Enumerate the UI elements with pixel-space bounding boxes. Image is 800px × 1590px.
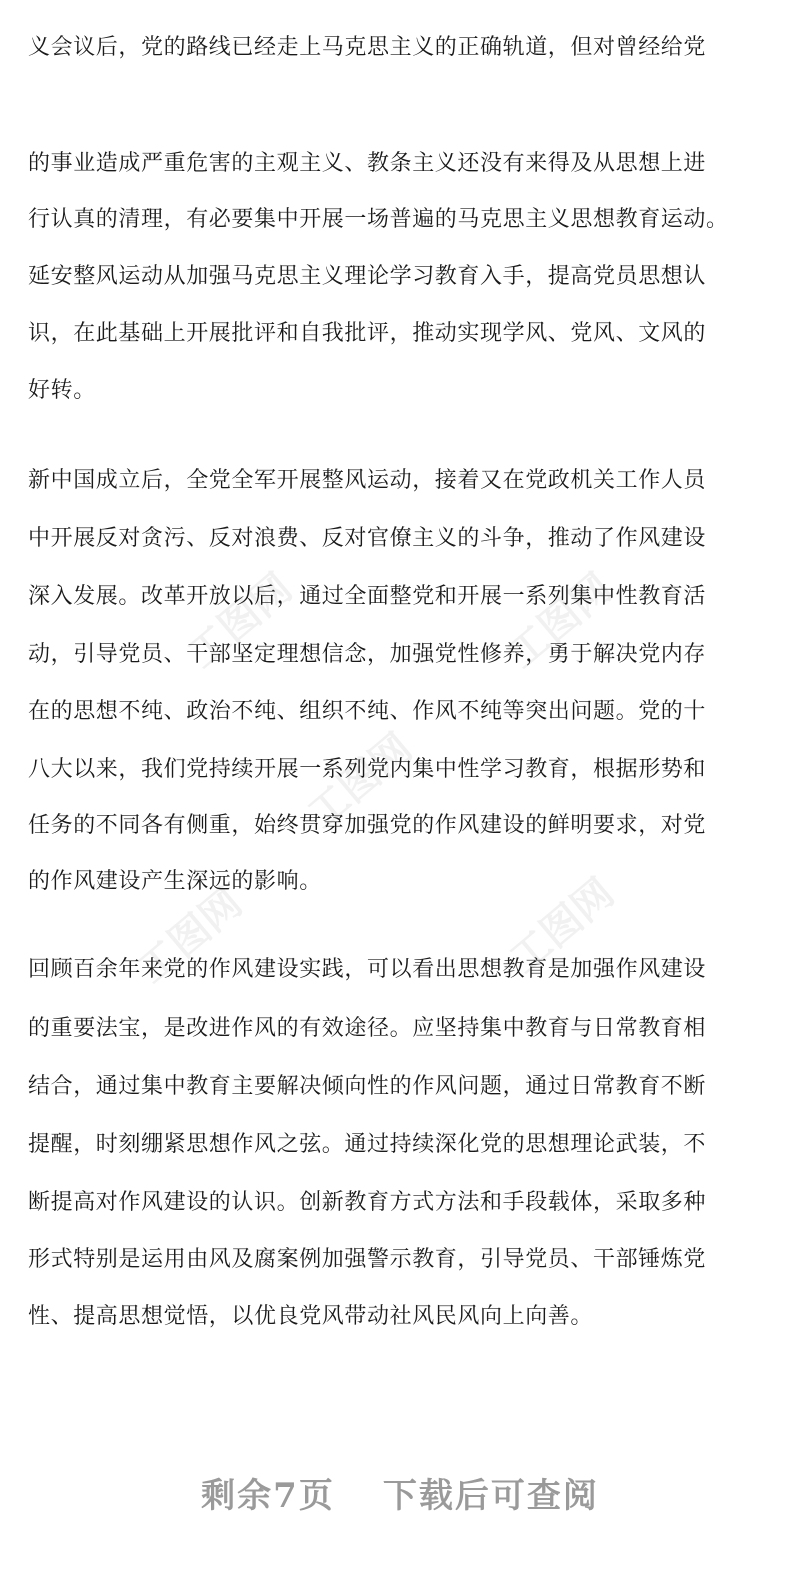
text-line: 行认真的清理，有必要集中开展一场普遍的马克思主义思想教育运动。 [28,207,729,232]
watermark: 工图网 [179,564,301,678]
watermark: 工图网 [129,879,251,993]
text-line: 新中国成立后，全党全军开展整风运动，接着又在党政机关工作人员 [28,468,707,493]
text-line: 延安整风运动从加强马克思主义理论学习教育入手，提高党员思想认 [28,264,707,289]
watermark: 工图网 [501,869,623,983]
text-line: 提醒，时刻绷紧思想作风之弦。通过持续深化党的思想理论武装，不 [28,1132,707,1157]
text-line: 的重要法宝，是改进作风的有效途径。应坚持集中教育与日常教育相 [28,1016,707,1041]
text-line: 任务的不同各有侧重，始终贯穿加强党的作风建设的鲜明要求，对党 [28,813,707,838]
text-line: 断提高对作风建设的认识。创新教育方式方法和手段载体，采取多种 [28,1190,707,1215]
text-line: 的作风建设产生深远的影响。 [28,869,322,894]
text-line: 在的思想不纯、政治不纯、组织不纯、作风不纯等突出问题。党的十 [28,699,707,724]
text-line: 结合，通过集中教育主要解决倾向性的作风问题，通过日常教育不断 [28,1074,707,1099]
text-line: 深入发展。改革开放以后，通过全面整党和开展一系列集中性教育活 [28,584,707,609]
watermark: 工图网 [499,564,621,678]
text-line: 八大以来，我们党持续开展一系列党内集中性学习教育，根据形势和 [28,757,707,782]
text-line: 回顾百余年来党的作风建设实践，可以看出思想教育是加强作风建设 [28,957,707,982]
text-line: 好转。 [28,378,96,403]
text-line: 的事业造成严重危害的主观主义、教条主义还没有来得及从思想上进 [28,151,707,176]
remaining-pages-label: 剩余7页 [201,1476,335,1516]
text-line: 义会议后，党的路线已经走上马克思主义的正确轨道，但对曾经给党 [28,35,707,60]
preview-footer [0,1466,800,1526]
text-line: 性、提高思想觉悟，以优良党风带动社风民风向上向善。 [28,1304,594,1329]
text-line: 形式特别是运用由风及腐案例加强警示教育，引导党员、干部锤炼党 [28,1247,707,1272]
text-line: 中开展反对贪污、反对浪费、反对官僚主义的斗争，推动了作风建设 [28,526,707,551]
watermark: 工图网 [299,724,421,838]
text-line: 动，引导党员、干部坚定理想信念，加强党性修养，勇于解决党内存 [28,642,707,667]
text-line: 识，在此基础上开展批评和自我批评，推动实现学风、党风、文风的 [28,321,707,346]
download-to-view-label[interactable]: 下载后可查阅 [382,1476,599,1516]
